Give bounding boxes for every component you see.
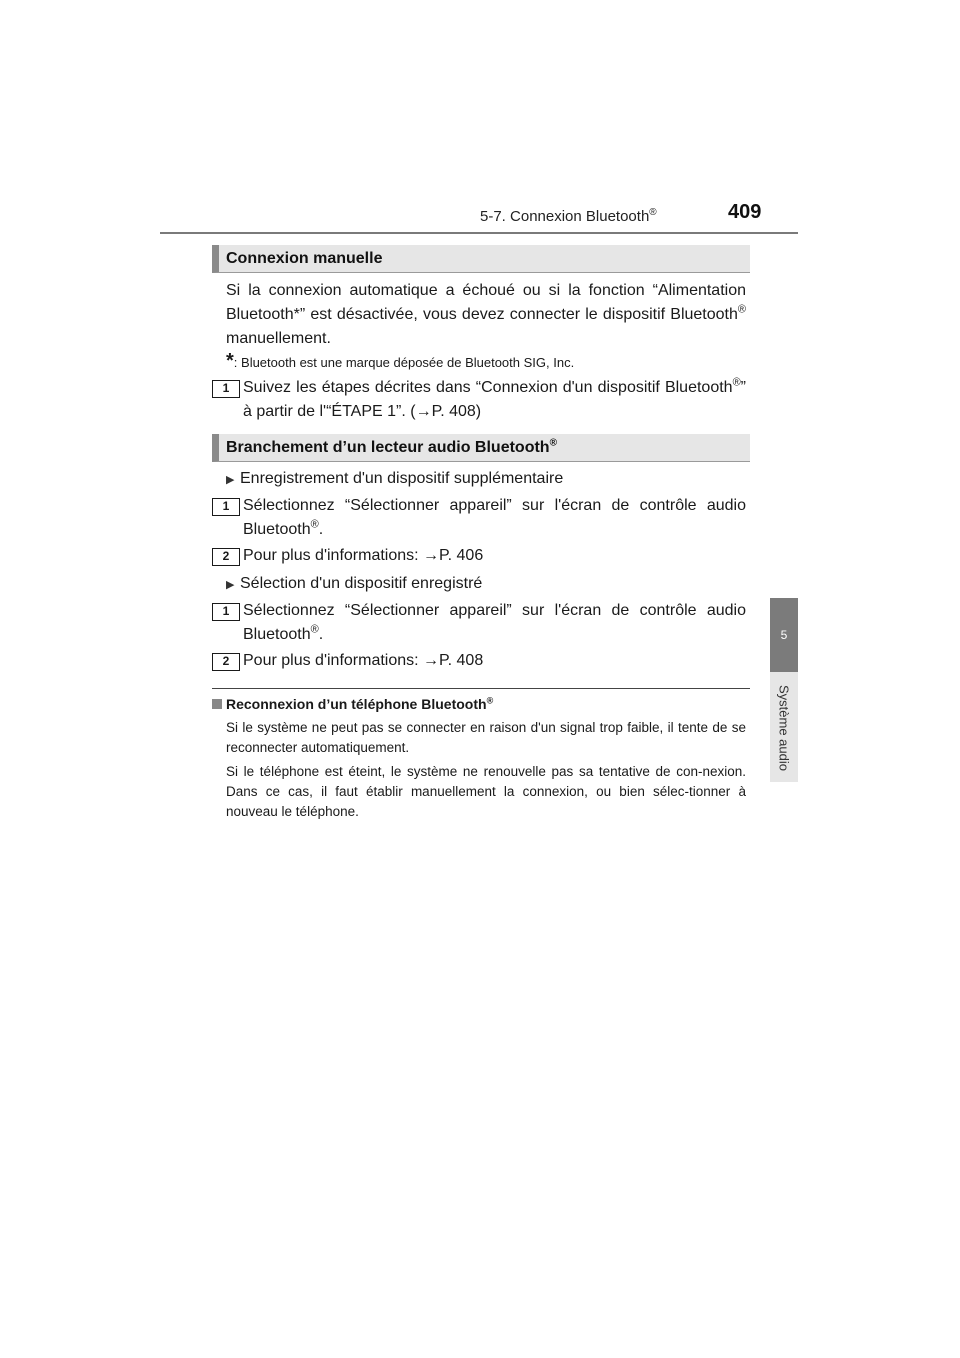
section-heading-manual-connection: Connexion manuelle [212, 245, 750, 273]
step-number-badge: 1 [212, 498, 240, 516]
note-heading: Reconnexion d’un téléphone Bluetooth® [212, 696, 493, 712]
page-number: 409 [728, 201, 762, 223]
step-text: Suivez les étapes décrites dans “Connexion d'un dispositif Bluetooth®” à partir de l'“ÉTAPE 1”. (→P. 408) [243, 376, 746, 420]
bullet-item: ▶ Sélection d'un dispositif enregistré [226, 572, 482, 597]
note-paragraph: Si le système ne peut pas se connecter en raison d'un signal trop faible, il tente de se reconnecter automatiquement. [226, 720, 746, 755]
step-number-badge: 1 [212, 380, 240, 398]
section1-paragraph: Si la connexion automatique a échoué ou si la fonction “Alimentation Bluetooth*” est désactivée, vous devez connecter le dispositif Bluetooth® manuellement. [226, 282, 746, 347]
chapter-tab-number: 5 [780, 628, 788, 642]
step-number-badge: 2 [212, 548, 240, 566]
header-divider [160, 232, 798, 234]
step-text: Pour plus d'informations: →P. 408 [243, 652, 484, 669]
triangle-bullet-icon: ▶ [226, 474, 235, 486]
triangle-bullet-icon: ▶ [226, 579, 235, 591]
section-breadcrumb: 5-7. Connexion Bluetooth® [480, 207, 657, 225]
step-number-badge: 2 [212, 653, 240, 671]
chapter-tab-label: Système audio [776, 685, 792, 771]
section-heading-audio-player: Branchement d’un lecteur audio Bluetooth® [212, 434, 750, 462]
bullet-item: ▶ Enregistrement d'un dispositif supplémentaire [226, 467, 563, 492]
note-paragraph: Si le téléphone est éteint, le système ne renouvelle pas sa tentative de con-nexion. Dans ce cas, il faut établir manuellement la connexion, ou bien sélec-tionner à nouveau le téléphone. [226, 764, 746, 819]
step-number-badge: 1 [212, 603, 240, 621]
step-text: Sélectionnez “Sélectionner appareil” sur l'écran de contrôle audio Bluetooth®. [243, 602, 746, 643]
step-text: Sélectionnez “Sélectionner appareil” sur l'écran de contrôle audio Bluetooth®. [243, 497, 746, 538]
footnote: *: Bluetooth est une marque déposée de Bluetooth SIG, Inc. [226, 350, 575, 372]
square-bullet-icon [212, 699, 222, 709]
note-divider [212, 688, 750, 689]
step-text: Pour plus d'informations: →P. 406 [243, 547, 484, 564]
